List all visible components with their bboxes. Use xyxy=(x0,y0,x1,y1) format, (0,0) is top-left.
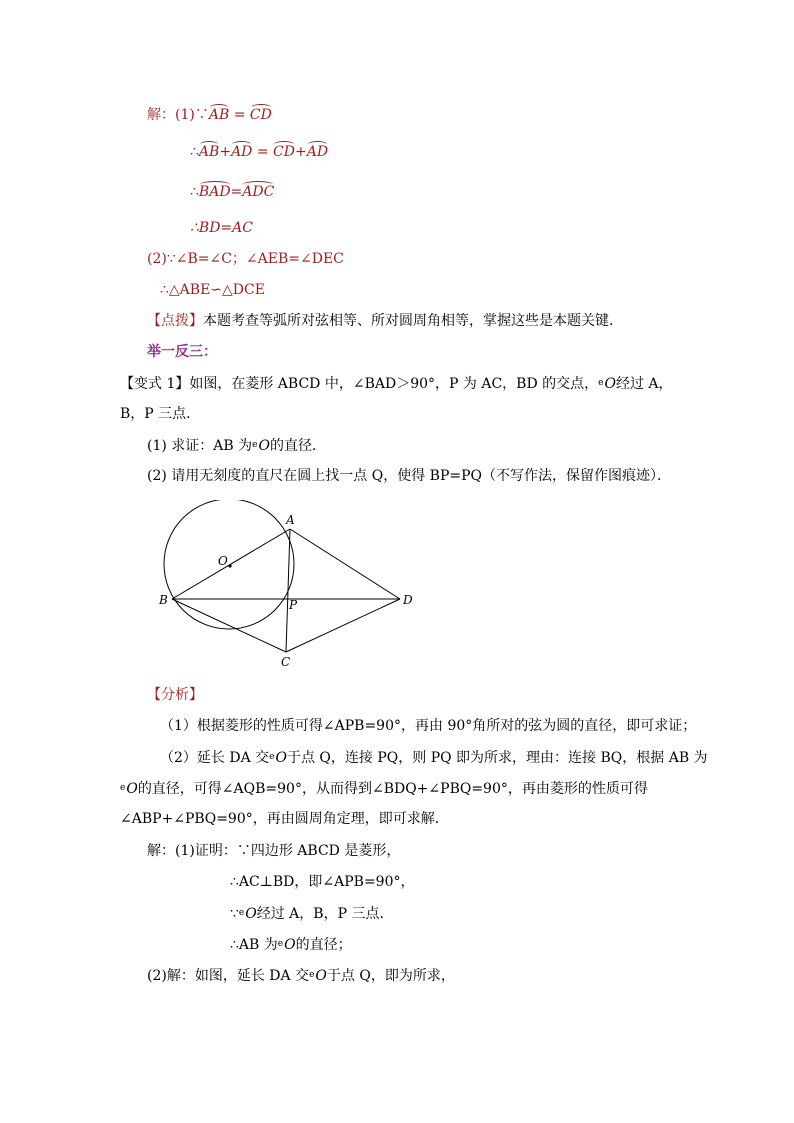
segment-cb xyxy=(172,599,286,652)
proof-line-3 xyxy=(230,904,393,923)
tip-label: 【点拨】 xyxy=(147,313,203,329)
question-1-end: 的直径． xyxy=(269,438,326,454)
analysis-p2-start: （2）延长 DA 交 xyxy=(160,750,270,766)
heading-more-practice: 举一反三： xyxy=(147,344,217,360)
proof-line-5-end: 于点 Q，即为所求， xyxy=(326,968,455,984)
circle-o: O xyxy=(315,968,327,984)
analysis-p2-end: 于点 Q，连接 PQ，则 PQ 即为所求，理由：连接 BQ，根据 AB 为 xyxy=(286,750,708,766)
circle-symbol: e xyxy=(269,752,275,762)
circle-symbol: e xyxy=(277,939,284,949)
solution-line-4: ∴BD=AC xyxy=(190,220,253,236)
circle-o: O xyxy=(604,376,616,392)
label-o: O xyxy=(218,554,228,568)
circle-symbol: e xyxy=(252,440,258,450)
arc-cd: CD xyxy=(273,144,295,160)
segment-ad xyxy=(290,529,400,599)
circle-o: O xyxy=(284,937,296,953)
circle-symbol: e xyxy=(598,378,604,388)
label-d: D xyxy=(403,593,413,607)
proof-line-3-text: 经过 A，B，P 三点． xyxy=(256,906,394,922)
arc-cd: CD xyxy=(249,107,272,123)
circle-o: O xyxy=(126,781,138,797)
circle-symbol: e xyxy=(238,908,245,918)
proof-line-5 xyxy=(147,966,455,985)
question-2: (2) 请用无刻度的直尺在圆上找一点 Q，使得 BP=PQ（不写作法，保留作图痕迹）． xyxy=(147,468,671,484)
therefore-sign: ∴ xyxy=(190,144,199,160)
circle-o-shape xyxy=(164,500,294,629)
tip-paragraph xyxy=(147,312,623,330)
arc-ab: AB xyxy=(208,107,230,123)
label-c: C xyxy=(281,655,291,669)
proof-line-1: 解：(1)证明：∵四边形 ABCD 是菱形， xyxy=(147,843,401,859)
center-point-o xyxy=(228,564,231,567)
arc-ab: AB xyxy=(198,144,220,160)
variant-label: 【变式 1】 xyxy=(120,376,190,392)
circle-o: O xyxy=(258,438,270,454)
proof-line-4-start: ∴AB 为 xyxy=(230,937,278,953)
proof-line-5-start: (2)解：如图，延长 DA 交 xyxy=(147,968,310,984)
proof-line-4-end: 的直径； xyxy=(295,937,352,953)
label-a: A xyxy=(286,513,295,527)
analysis-paragraph-3 xyxy=(120,779,648,798)
solution-line-2 xyxy=(190,143,328,161)
analysis-label: 【分析】 xyxy=(147,687,203,703)
plus-sign: + xyxy=(294,144,307,160)
therefore-sign: ∴ xyxy=(190,184,199,200)
analysis-paragraph-4: ∠ABP+∠PBQ=90°，再由圆周角定理，即可求解． xyxy=(120,811,449,827)
circle-symbol: e xyxy=(120,783,126,793)
proof-line-2: ∴AC⊥BD，即∠APB=90°， xyxy=(230,874,415,890)
equals-sign: = xyxy=(230,184,243,200)
tip-text: 本题考查等弧所对弦相等、所对圆周角相等，掌握这些是本题关键． xyxy=(203,313,623,329)
arc-adc: ADC xyxy=(242,184,275,200)
variant-line-1 xyxy=(120,374,673,393)
question-1 xyxy=(147,436,326,455)
variant-text-end: 经过 A， xyxy=(615,376,673,392)
arc-bad: BAD xyxy=(198,184,231,200)
segment-ba xyxy=(172,529,290,599)
circle-symbol: e xyxy=(309,970,315,980)
equals-sign: = xyxy=(256,144,269,160)
geometry-figure xyxy=(150,500,440,680)
solution-line-5: (2)∵∠B=∠C；∠AEB=∠DEC xyxy=(147,251,344,267)
equals-sign: = xyxy=(233,107,246,123)
analysis-paragraph-1: （1）根据菱形的性质可得∠APB=90°，再由 90°角所对的弦为圆的直径，即可求证； xyxy=(160,718,697,734)
variant-line-2: B，P 三点． xyxy=(120,406,201,422)
proof-line-4 xyxy=(230,935,352,954)
because-sign: ∵ xyxy=(230,906,239,922)
solution-line-6: ∴△ABE∽△DCE xyxy=(160,282,265,298)
arc-ad: AD xyxy=(231,144,253,160)
circle-o: O xyxy=(245,906,257,922)
circle-o: O xyxy=(275,750,287,766)
segment-ac xyxy=(286,529,290,652)
solution-line-3 xyxy=(190,183,274,201)
label-p: P xyxy=(289,598,298,612)
plus-sign: + xyxy=(219,144,232,160)
segment-dc xyxy=(286,599,400,652)
analysis-paragraph-2 xyxy=(160,748,708,767)
solution-part1-prefix: 解：(1)∵ xyxy=(147,107,209,123)
label-b: B xyxy=(159,593,168,607)
question-1-text: (1) 求证：AB 为 xyxy=(147,438,253,454)
arc-ad: AD xyxy=(306,144,329,160)
solution-line-1 xyxy=(147,106,272,124)
variant-text: 如图，在菱形 ABCD 中，∠BAD＞90°，P 为 AC，BD 的交点， xyxy=(189,376,599,392)
analysis-p3-text: 的直径，可得∠AQB=90°，从而得到∠BDQ+∠PBQ=90°，再由菱形的性质可得 xyxy=(137,781,648,797)
